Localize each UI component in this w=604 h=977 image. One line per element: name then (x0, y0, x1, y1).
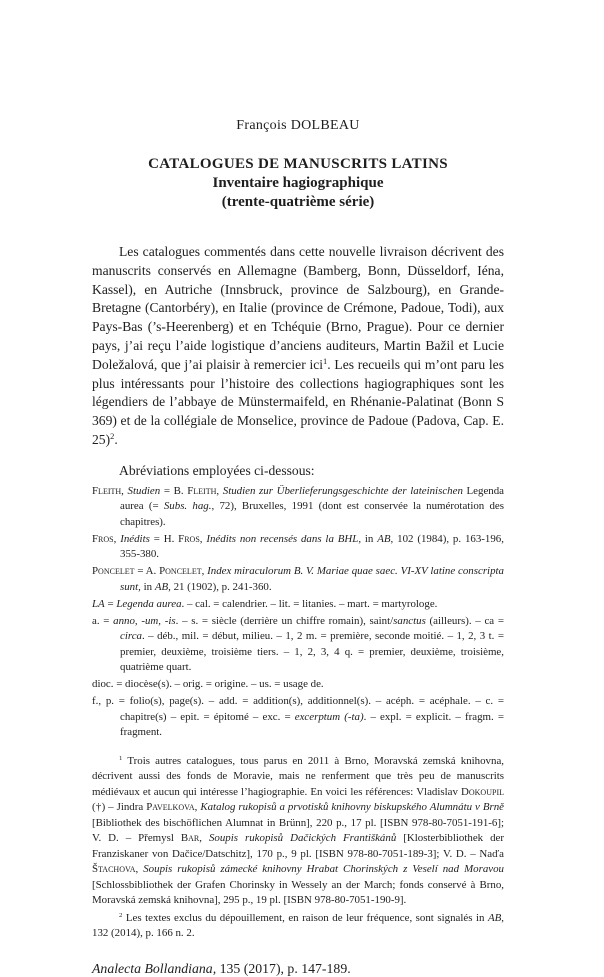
footnote: $^2$ Les textes exclus du dépouillement, en raison de leur fréquence, sont signalés in AB, 132 (2014), p. 166 n. 2. (92, 911, 504, 940)
footnotes-section (92, 754, 504, 942)
title-main: CATALOGUES DE MANUSCRITS LATINS (148, 156, 448, 172)
abbreviations-heading: Abréviations employées ci-dessous: (119, 462, 315, 478)
article-title (92, 155, 504, 212)
footnote: $^1$ Trois autres catalogues, tous parus en 2011 à Brno, Moravská zemská knihovna, décrivent aussi des fonds de Moravie, mais ne renferment que très peu de manuscrits médiévaux et aucun qui intéresse l’hagiographie. En voici les références: Vladislav Dokoupil (†) – Jindra Pavelkova, Katalog rukopisů a prvotisků knihovny biskupského Alumnátu v Brně [Bibliothek des bischöflichen Alumnat in Brünn], 220 p., 17 pl. [ISBN 978-80-7051-191-6]; V. D. – Přemysl Bar, Soupis rukopisů Dačických Františkánů [Klosterbibliothek der Franziskaner von Dačice/Datschitz], 170 p., 9 pl. [ISBN 978-80-7051-189-3]; V. D. – Naďa Štachova, Soupis rukopisů zámecké knihovny Hrabat Chorinských z Veselí nad Moravou [Schlossbibliothek der Grafen Chorinsky in Wessely an der March; fonds conservé à Brno, Moravská zemská knihovna], 295 p., 19 pl. [ISBN 978-80-7051-190-9]. (92, 754, 505, 907)
title-series: (trente-quatrième série) (221, 194, 375, 210)
abbreviation-entry: Poncelet = A. Poncelet, Index miraculorum B. V. Mariae quae saec. VI-XV latine conscripta sunt, in AB, 21 (1902), p. 241-360. (92, 565, 504, 593)
abbreviation-entry: LA = Legenda aurea. – cal. = calendrier. – lit. = litanies. – mart. = martyrologe. (92, 597, 438, 610)
abbreviation-entry: a. = anno, -um, -is. – s. = siècle (derrière un chiffre romain), saint/sanctus (ailleurs). – ca = circa. – déb., mil. = début, milieu. – 1, 2 m. = première, seconde moitié. – 1, 2, 3 t. = premier, deuxième, troisième tiers. – 1, 2, 3, 4 q. = premier, deuxième, troisième, quatrième quart. (92, 614, 504, 674)
abbreviation-entry: f., p. = folio(s), page(s). – add. = addition(s), additionnel(s). – acéph. = acéphale. – c. = chapitre(s) – epit. = épitomé – exc. = excerptum (-ta). – expl. = explicit. – fragm. = fragment. (92, 695, 504, 739)
abbreviation-entry: dioc. = diocèse(s). – orig. = origine. – us. = usage de. (92, 678, 324, 691)
abbreviation-entry: Fros, Inédits = H. Fros, Inédits non recensés dans la BHL, in AB, 102 (1984), p. 163-196, 355-380. (92, 532, 504, 561)
abbreviations-list (92, 484, 504, 741)
title-subtitle: Inventaire hagiographique (212, 175, 384, 191)
author-line: François DOLBEAU (236, 118, 360, 133)
journal-citation: Analecta Bollandiana, 135 (2017), p. 147-189. (92, 960, 351, 976)
abbreviation-entry: Fleith, Studien = B. Fleith, Studien zur Überlieferungsgeschichte der lateinischen Legenda aurea (= Subs. hag., 72), Bruxelles, 1991 (dont est conservée la numérotation des chapitres). (92, 484, 505, 528)
intro-paragraph: Les catalogues commentés dans cette nouvelle livraison décrivent des manuscrits conservés en Allemagne (Bamberg, Bonn, Düsseldorf, Iéna, Kassel), en Autriche (Innsbruck, province de Salzbourg), en Grande-Bretagne (Cantorbéry), en Italie (province de Crémone, Padoue, Todi), aux Pays-Bas (’s-Heerenberg) et en Tchéquie (Brno, Prague). Pour ce dernier pays, j’ai reçu l’aide logistique d’anciens auditeurs, Martin Bažil et Lucie Doležalová, que j’ai plaisir à remercier ici$^1$. Les recueils qui m’ont paru les plus intéressants pour l’histoire des collections hagiographiques sont les légendiers de l’abbaye de Münstermaifeld, en Rhénanie-Palatinat (Bonn S 369) et de la collégiale de Monselice, province de Padoue (Padova, Cap. E. 25)$^2$. (92, 244, 504, 447)
